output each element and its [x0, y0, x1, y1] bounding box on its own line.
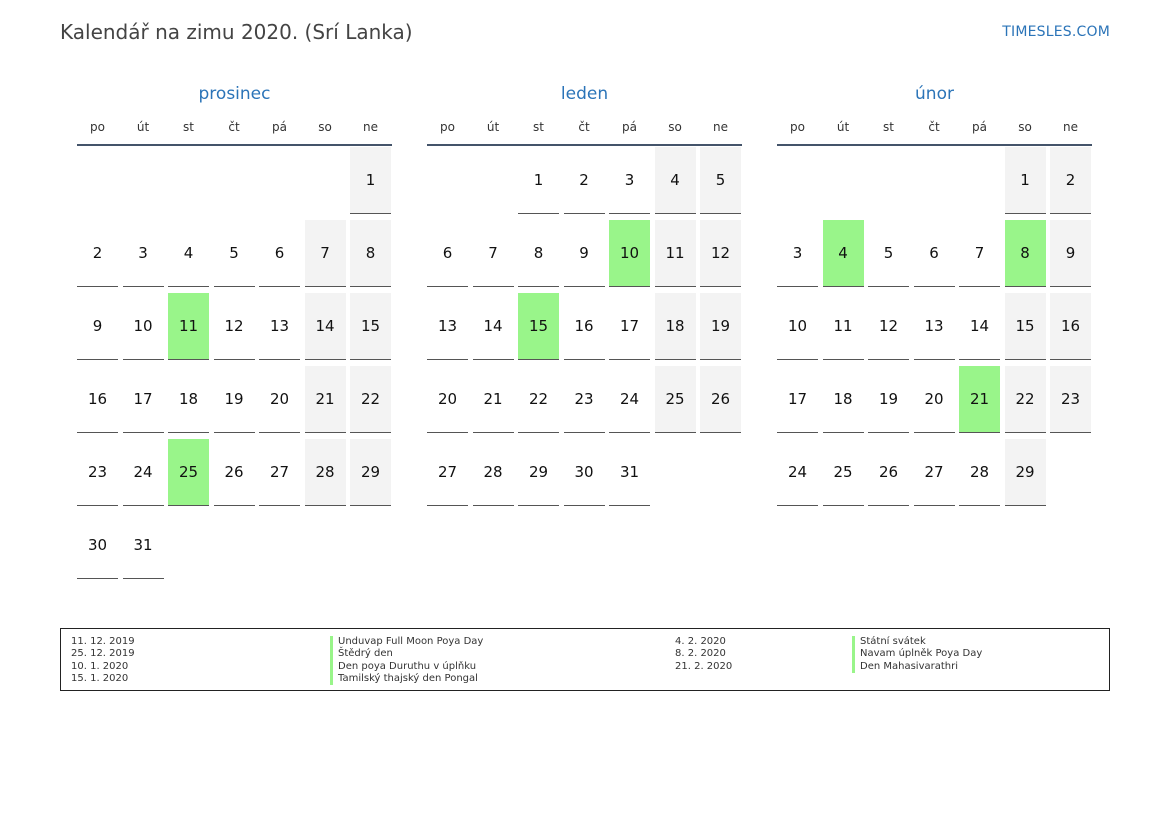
day-cell[interactable]: 29: [1005, 439, 1046, 506]
day-cell[interactable]: 4: [655, 147, 696, 214]
day-cell[interactable]: 26: [868, 439, 909, 506]
day-cell[interactable]: 5: [700, 147, 741, 214]
day-cell[interactable]: 31: [123, 512, 164, 579]
legend-holiday-name: Státní svátek: [852, 636, 982, 648]
day-cell[interactable]: 12: [214, 293, 255, 360]
legend-date: 8. 2. 2020: [675, 648, 726, 660]
legend-right-names: [852, 636, 982, 673]
weekday-label: čt: [928, 120, 940, 134]
weekday-label: ne: [1063, 120, 1078, 134]
day-cell[interactable]: 28: [959, 439, 1000, 506]
day-cell[interactable]: 16: [77, 366, 118, 433]
day-cell[interactable]: 29: [350, 439, 391, 506]
day-cell[interactable]: 21: [473, 366, 514, 433]
day-cell[interactable]: 1: [1005, 147, 1046, 214]
day-cell[interactable]: 3: [777, 220, 818, 287]
weekday-label: út: [836, 120, 850, 134]
weekday-label: út: [486, 120, 500, 134]
day-cell[interactable]: 25: [823, 439, 864, 506]
legend-holiday-name: Tamilský thajský den Pongal: [330, 673, 483, 685]
day-cell[interactable]: 20: [259, 366, 300, 433]
weekday-label: po: [440, 120, 455, 134]
day-cell[interactable]: 7: [473, 220, 514, 287]
day-cell[interactable]: 16: [564, 293, 605, 360]
day-cell[interactable]: 21: [305, 366, 346, 433]
day-cell[interactable]: 11: [823, 293, 864, 360]
month-name: leden: [560, 84, 609, 104]
day-cell[interactable]: 1: [350, 147, 391, 214]
weekday-label: so: [1018, 120, 1032, 134]
weekday-label: so: [318, 120, 332, 134]
day-cell[interactable]: 13: [427, 293, 468, 360]
weekday-label: st: [533, 120, 544, 134]
day-cell[interactable]: 8: [350, 220, 391, 287]
day-cell[interactable]: 22: [1005, 366, 1046, 433]
day-cell[interactable]: 27: [427, 439, 468, 506]
day-cell[interactable]: 4: [168, 220, 209, 287]
holiday-legend: [60, 628, 1110, 691]
day-cell[interactable]: 2: [1050, 147, 1091, 214]
day-cell[interactable]: 23: [77, 439, 118, 506]
day-cell[interactable]: 2: [77, 220, 118, 287]
holiday-day-cell[interactable]: 21: [959, 366, 1000, 433]
day-cell[interactable]: 5: [868, 220, 909, 287]
day-cell[interactable]: 9: [77, 293, 118, 360]
weekday-label: út: [136, 120, 150, 134]
day-cell[interactable]: 3: [123, 220, 164, 287]
holiday-day-cell[interactable]: 11: [168, 293, 209, 360]
day-cell[interactable]: 15: [1005, 293, 1046, 360]
day-cell[interactable]: 9: [564, 220, 605, 287]
weekday-label: ne: [713, 120, 728, 134]
holiday-day-cell[interactable]: 8: [1005, 220, 1046, 287]
day-cell[interactable]: 22: [518, 366, 559, 433]
day-cell[interactable]: 15: [350, 293, 391, 360]
day-cell[interactable]: 25: [655, 366, 696, 433]
day-cell[interactable]: 23: [564, 366, 605, 433]
legend-date: 4. 2. 2020: [675, 636, 726, 647]
day-cell[interactable]: 24: [609, 366, 650, 433]
day-cell[interactable]: 10: [123, 293, 164, 360]
weekday-label: po: [90, 120, 105, 134]
day-cell[interactable]: 26: [214, 439, 255, 506]
day-cell[interactable]: 6: [914, 220, 955, 287]
day-cell[interactable]: 30: [564, 439, 605, 506]
day-cell[interactable]: 8: [518, 220, 559, 287]
weekday-label: čt: [228, 120, 240, 134]
day-cell[interactable]: 29: [518, 439, 559, 506]
day-cell[interactable]: 18: [655, 293, 696, 360]
day-cell[interactable]: 24: [123, 439, 164, 506]
legend-holiday-name: Den Mahasivarathri: [852, 661, 982, 673]
day-cell[interactable]: 23: [1050, 366, 1091, 433]
day-cell[interactable]: 3: [609, 147, 650, 214]
month-name: únor: [915, 84, 954, 104]
weekday-header: [427, 120, 742, 146]
holiday-day-cell[interactable]: 4: [823, 220, 864, 287]
day-cell[interactable]: 11: [655, 220, 696, 287]
day-cell[interactable]: 22: [350, 366, 391, 433]
legend-date: 11. 12. 2019: [71, 636, 135, 647]
day-cell[interactable]: 27: [259, 439, 300, 506]
legend-holiday-name: Unduvap Full Moon Poya Day: [330, 636, 483, 648]
weekday-header: [777, 120, 1092, 146]
day-cell[interactable]: 18: [823, 366, 864, 433]
legend-date: 21. 2. 2020: [675, 660, 733, 672]
legend-date: 25. 12. 2019: [71, 648, 135, 660]
day-cell[interactable]: 14: [959, 293, 1000, 360]
weekday-label: st: [883, 120, 894, 134]
legend-holiday-name: Navam úplněk Poya Day: [852, 648, 982, 660]
day-cell[interactable]: 24: [777, 439, 818, 506]
month-name: prosinec: [198, 84, 271, 104]
day-cell[interactable]: 14: [305, 293, 346, 360]
day-cell[interactable]: 14: [473, 293, 514, 360]
day-cell[interactable]: 10: [777, 293, 818, 360]
day-cell[interactable]: 28: [473, 439, 514, 506]
day-cell[interactable]: 20: [427, 366, 468, 433]
weekday-label: pá: [272, 120, 287, 134]
day-cell[interactable]: 6: [427, 220, 468, 287]
day-cell[interactable]: 17: [777, 366, 818, 433]
day-cell[interactable]: 17: [609, 293, 650, 360]
day-cell[interactable]: 12: [868, 293, 909, 360]
day-cell[interactable]: 19: [214, 366, 255, 433]
holiday-day-cell[interactable]: 25: [168, 439, 209, 506]
site-link[interactable]: TIMESLES.COM: [1002, 24, 1110, 40]
weekday-label: po: [790, 120, 805, 134]
day-cell[interactable]: 1: [518, 147, 559, 214]
day-cell[interactable]: 12: [700, 220, 741, 287]
legend-date: 10. 1. 2020: [71, 660, 129, 672]
day-cell[interactable]: 17: [123, 366, 164, 433]
legend-right-dates: [675, 636, 732, 673]
day-cell[interactable]: 13: [259, 293, 300, 360]
day-cell[interactable]: 27: [914, 439, 955, 506]
weekday-label: so: [668, 120, 682, 134]
day-cell[interactable]: 30: [77, 512, 118, 579]
legend-left-names: [330, 636, 483, 685]
day-cell[interactable]: 16: [1050, 293, 1091, 360]
legend-holiday-name: Štědrý den: [330, 648, 483, 660]
day-cell[interactable]: 28: [305, 439, 346, 506]
day-cell[interactable]: 31: [609, 439, 650, 506]
weekday-label: pá: [622, 120, 637, 134]
day-cell[interactable]: 2: [564, 147, 605, 214]
day-cell[interactable]: 5: [214, 220, 255, 287]
page-title: Kalendář na zimu 2020. (Srí Lanka): [60, 20, 413, 44]
legend-holiday-name: Den poya Duruthu v úplňku: [330, 661, 483, 673]
day-cell[interactable]: 19: [868, 366, 909, 433]
holiday-day-cell[interactable]: 10: [609, 220, 650, 287]
day-cell[interactable]: 13: [914, 293, 955, 360]
day-cell[interactable]: 20: [914, 366, 955, 433]
day-cell[interactable]: 7: [959, 220, 1000, 287]
day-cell[interactable]: 9: [1050, 220, 1091, 287]
legend-left-dates: [71, 636, 135, 685]
day-cell[interactable]: 6: [259, 220, 300, 287]
legend-date: 15. 1. 2020: [71, 672, 129, 684]
day-cell[interactable]: 26: [700, 366, 741, 433]
weekday-label: st: [183, 120, 194, 134]
weekday-header: [77, 120, 392, 146]
holiday-day-cell[interactable]: 15: [518, 293, 559, 360]
day-cell[interactable]: 19: [700, 293, 741, 360]
calendar-months: [77, 84, 1092, 594]
weekday-label: čt: [578, 120, 590, 134]
weekday-label: pá: [972, 120, 987, 134]
day-cell[interactable]: 18: [168, 366, 209, 433]
weekday-label: ne: [363, 120, 378, 134]
day-cell[interactable]: 7: [305, 220, 346, 287]
